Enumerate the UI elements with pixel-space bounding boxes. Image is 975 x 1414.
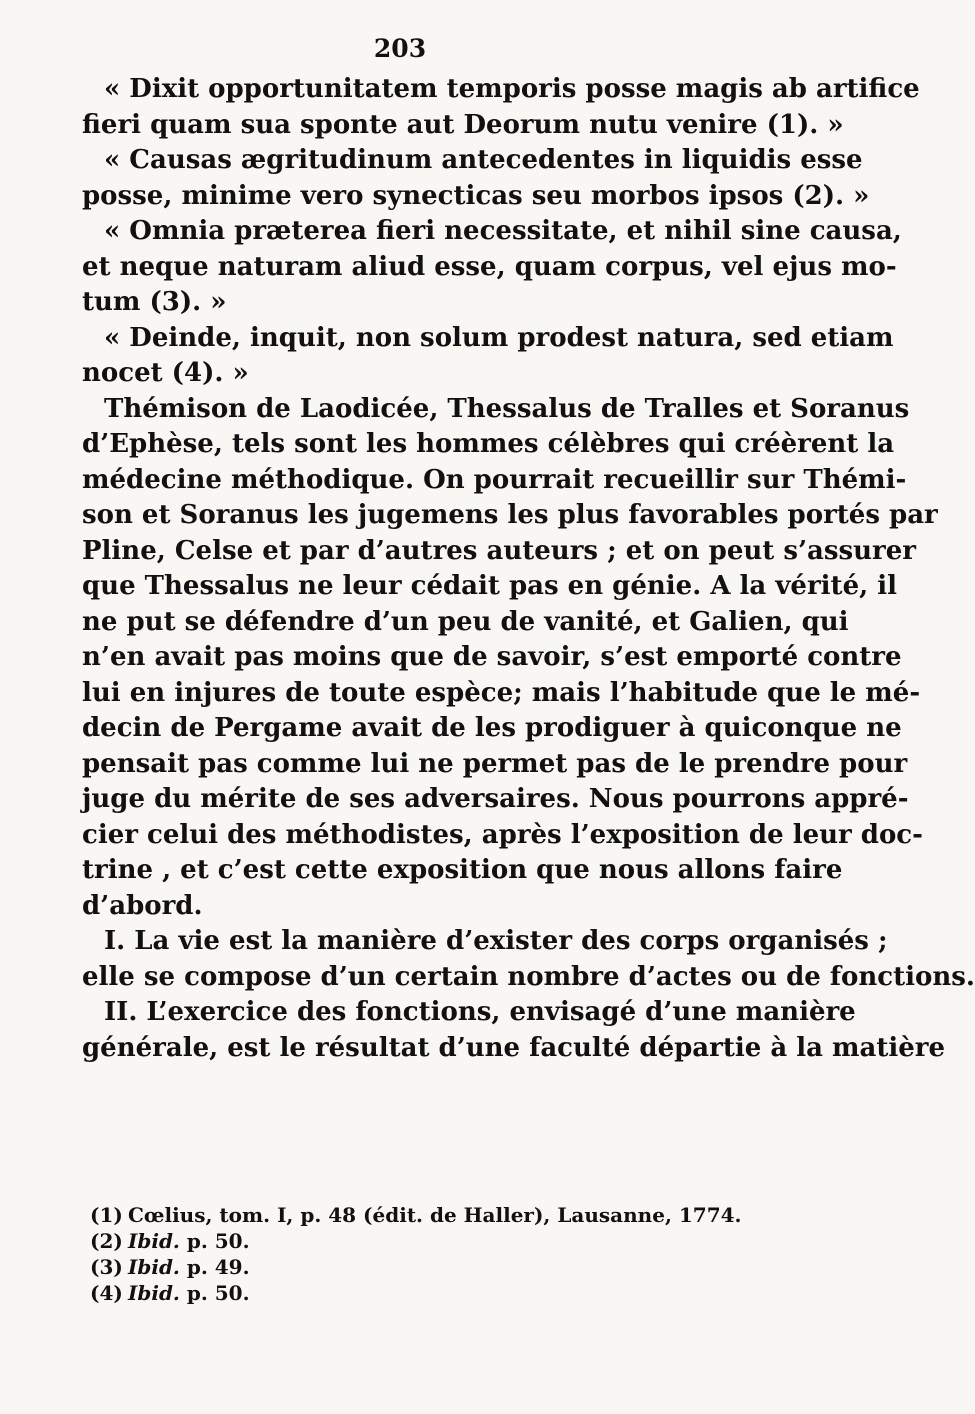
text-line: Thémison de Laodicée, Thessalus de Tralles et Soranus — [104, 393, 910, 424]
paragraph — [82, 321, 894, 392]
text-line: n’en avait pas moins que de savoir, s’est emporté contre — [82, 642, 902, 672]
text-line: pensait pas comme lui ne permet pas de le prendre pour — [82, 748, 908, 779]
text-line: et neque naturam aliud esse, quam corpus, vel ejus mo- — [82, 251, 897, 282]
footnote — [90, 1228, 750, 1254]
footnote-ibid: Ibid. — [128, 1281, 180, 1305]
paragraph — [82, 72, 920, 143]
paragraph — [82, 995, 946, 1066]
footnote — [90, 1254, 750, 1280]
text-line: « Deinde, inquit, non solum prodest natura, sed etiam — [104, 322, 894, 353]
text-line: trine , et c’est cette exposition que nous allons faire — [82, 855, 843, 885]
text-line: « Dixit opportunitatem temporis posse magis ab artifice — [104, 74, 920, 104]
text-line: lui en injures de toute espèce; mais l’habitude que le mé- — [82, 677, 921, 708]
page-number: 203 — [373, 34, 427, 63]
text-line: cier celui des méthodistes, après l’exposition de leur doc- — [82, 819, 923, 850]
footnote-text: p. 50. — [186, 1281, 250, 1305]
text-line: fieri quam sua sponte aut Deorum nutu venire (1). » — [82, 109, 844, 140]
text-line: « Omnia præterea fieri necessitate, et nihil sine causa, — [104, 216, 902, 246]
footnote-number: (2) — [90, 1229, 123, 1253]
text-line: juge du mérite de ses adversaires. Nous pourrons appré- — [82, 784, 909, 814]
footnote-number: (3) — [90, 1255, 123, 1279]
paragraph — [82, 214, 902, 321]
text-line: posse, minime vero synecticas seu morbos ipsos (2). » — [82, 180, 870, 211]
paragraph — [82, 392, 938, 925]
body-text — [82, 72, 975, 1066]
footnote-number: (4) — [90, 1281, 123, 1305]
paragraph — [82, 143, 870, 214]
text-line: I. La vie est la manière d’exister des corps organisés ; — [104, 926, 888, 956]
text-line: Pline, Celse et par d’autres auteurs ; et on peut s’assurer — [82, 535, 916, 566]
footnote-text: p. 50. — [186, 1229, 250, 1253]
footnote-ibid: Ibid. — [128, 1255, 180, 1279]
footnote-ibid: Ibid. — [128, 1229, 180, 1253]
text-line: « Causas ægritudinum antecedentes in liquidis esse — [104, 145, 863, 175]
text-line: tum (3). » — [82, 287, 227, 317]
paragraph — [82, 924, 975, 995]
text-line: nocet (4). » — [82, 358, 249, 388]
text-line: decin de Pergame avait de les prodiguer à quiconque ne — [82, 713, 902, 743]
footnote-text: Cœlius, tom. I, p. 48 (édit. de Haller), Lausanne, 1774. — [128, 1203, 742, 1227]
footnote-text: p. 49. — [186, 1255, 250, 1279]
footnote — [90, 1202, 750, 1228]
text-line: elle se compose d’un certain nombre d’actes ou de fonctions. — [82, 961, 975, 992]
text-line: son et Soranus les jugemens les plus favorables portés par — [82, 500, 938, 530]
text-line: d’Ephèse, tels sont les hommes célèbres qui créèrent la — [82, 429, 895, 459]
text-line: médecine méthodique. On pourrait recueillir sur Thémi- — [82, 464, 907, 495]
footnote — [90, 1280, 750, 1306]
text-line: que Thessalus ne leur cédait pas en génie. A la vérité, il — [82, 571, 897, 601]
text-line: II. L’exercice des fonctions, envisagé d’une manière — [104, 997, 856, 1027]
text-line: d’abord. — [82, 890, 203, 921]
text-line: ne put se défendre d’un peu de vanité, et Galien, qui — [82, 606, 849, 637]
text-line: générale, est le résultat d’une faculté départie à la matière — [82, 1032, 946, 1063]
footnotes — [90, 1202, 750, 1306]
footnote-number: (1) — [90, 1203, 123, 1227]
